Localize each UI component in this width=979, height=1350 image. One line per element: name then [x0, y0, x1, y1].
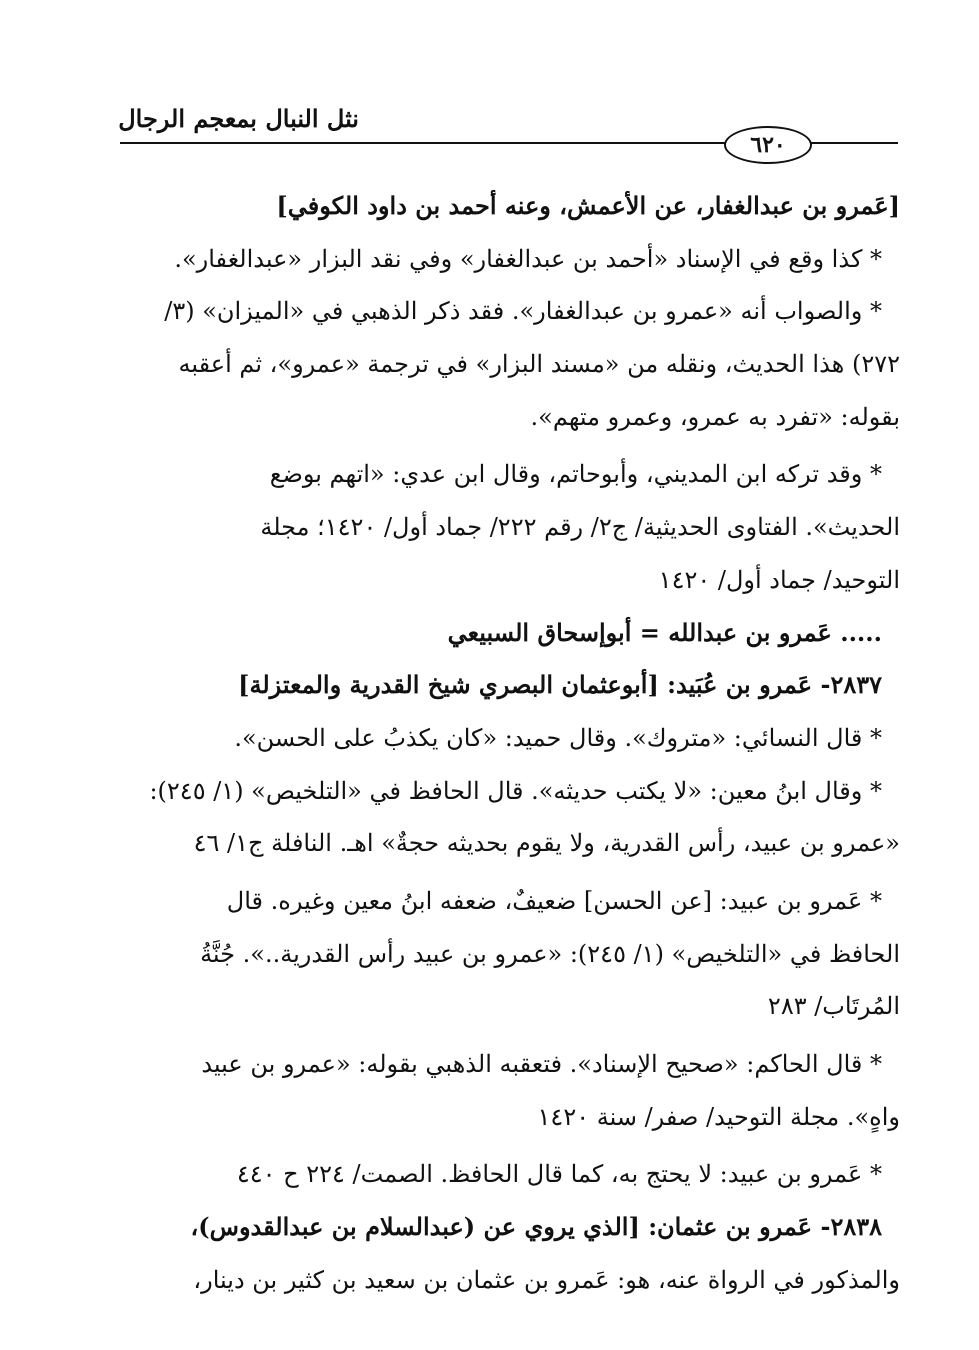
page-number: ٦٢٠: [724, 126, 812, 164]
text-line: المُرتَاب/ ٢٨٣: [767, 992, 900, 1021]
text-line: التوحيد/ جماد أول/ ١٤٢٠: [658, 565, 900, 594]
running-header-title: نثل النبال بمعجم الرجال: [118, 104, 359, 133]
text-line: * قال الحاكم: «صحيح الإسناد». فتعقبه الذهبي بقوله: «عمرو بن عبيد: [201, 1050, 882, 1078]
text-line: * عَمرو بن عبيد: [عن الحسن] ضعيفٌ، ضعفه ابنُ معين وغيره. قال: [226, 886, 882, 915]
text-line: ٢٨٣٧- عَمرو بن عُبَيد: [أبوعثمان البصري شيخ القدرية والمعتزلة]: [238, 670, 882, 700]
text-line: الحافظ في «التلخيص» (١/ ٢٤٥): «عمرو بن عبيد رأس القدرية..». جُنَّةُ: [200, 939, 900, 968]
text-line: ٢٧٢) هذا الحديث، ونقله من «مسند البزار» في ترجمة «عمرو»، ثم أعقبه: [178, 350, 900, 379]
text-line: * وقال ابنُ معين: «لا يكتب حديثه». قال الحافظ في «التلخيص» (١/ ٢٤٥):: [149, 776, 882, 805]
text-line: * كذا وقع في الإسناد «أحمد بن عبدالغفار» وفي نقد البزار «عبدالغفار».: [174, 244, 882, 273]
text-line: ٢٨٣٨- عَمرو بن عثمان: [الذي يروي عن (عبدالسلام بن عبدالقدوس)،: [190, 1212, 882, 1242]
text-line: بقوله: «تفرد به عمرو، وعمرو متهم».: [530, 402, 900, 431]
text-line: * عَمرو بن عبيد: لا يحتج به، كما قال الحافظ. الصمت/ ٢٢٤ ح ٤٤٠: [236, 1160, 882, 1189]
body-text: [125, 180, 900, 1306]
text-line: * والصواب أنه «عمرو بن عبدالغفار». فقد ذكر الذهبي في «الميزان» (٣/: [164, 297, 882, 326]
text-line: واهٍ». مجلة التوحيد/ صفر/ سنة ١٤٢٠: [537, 1102, 900, 1131]
text-line: والمذكور في الرواة عنه، هو: عَمرو بن عثمان بن سعيد بن كثير بن دينار،: [193, 1265, 900, 1294]
text-line: * قال النسائي: «متروك». وقال حميد: «كان يكذبُ على الحسن».: [234, 723, 882, 752]
text-line: الحديث». الفتاوى الحديثية/ ج٢/ رقم ٢٢٢/ جماد أول/ ١٤٢٠؛ مجلة: [260, 513, 900, 542]
text-line: [عَمرو بن عبدالغفار، عن الأعمش، وعنه أحمد بن داود الكوفي]: [276, 191, 900, 220]
text-line: * وقد تركه ابن المديني، وأبوحاتم، وقال ابن عدي: «اتهم بوضع: [269, 460, 882, 489]
text-line: ..... عَمرو بن عبدالله = أبوإسحاق السبيعي: [447, 617, 882, 647]
text-line: «عمرو بن عبيد، رأس القدرية، ولا يقوم بحديثه حجةٌ» اهـ. النافلة ج١/ ٤٦: [193, 829, 900, 858]
